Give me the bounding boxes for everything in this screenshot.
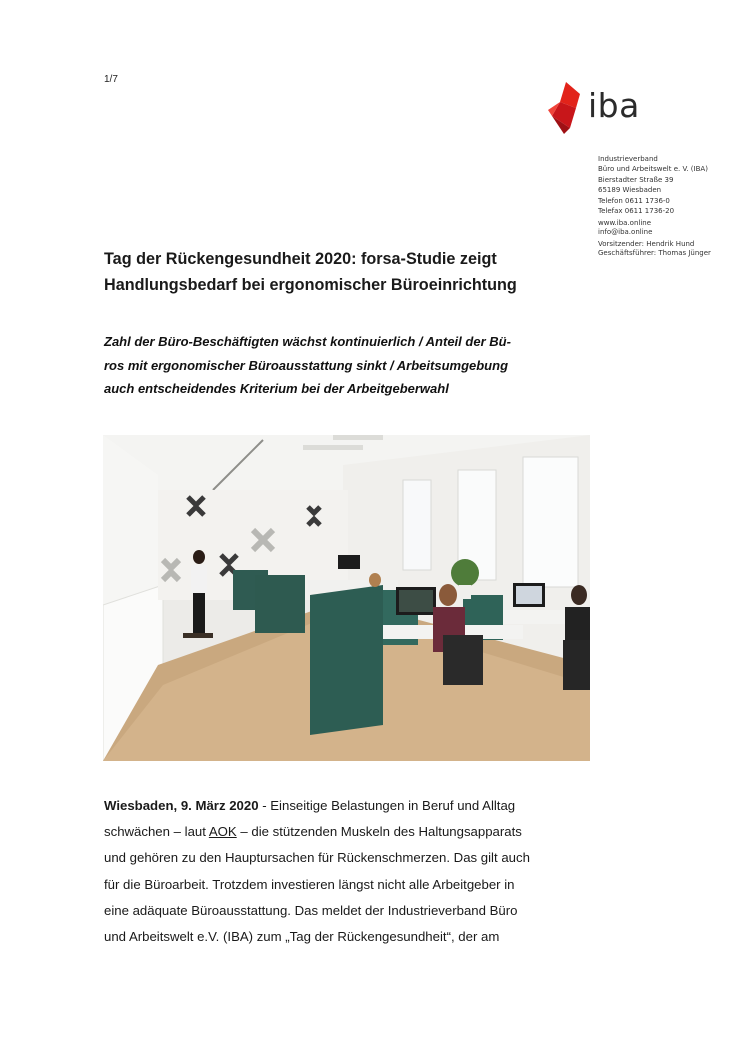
web-contact <box>598 219 738 238</box>
subheadline-line: auch entscheidendes Kriterium bei der Arbeitgeberwahl <box>104 381 449 396</box>
office-photo <box>103 435 590 761</box>
body-line: und gehören zu den Hauptursachen für Rückenschmerzen. Das gilt auch <box>104 850 530 866</box>
body-line <box>104 819 594 845</box>
address-line: Telefon 0611 1736-0 <box>598 197 670 206</box>
page-number: 1/7 <box>104 74 118 85</box>
board-members <box>598 240 738 259</box>
address-line: Vorsitzender: Hendrik Hund <box>598 239 695 248</box>
headline <box>104 246 574 298</box>
body-line <box>104 793 594 819</box>
body-line-text: schwächen – laut <box>104 824 209 840</box>
website-link[interactable]: www.iba.online <box>598 218 652 227</box>
street-address <box>598 176 738 195</box>
subheadline-line: Zahl der Büro-Beschäftigten wächst kontinuierlich / Anteil der Bü- <box>104 334 511 349</box>
body-line: für die Büroarbeit. Trotzdem investieren längst nicht alle Arbeitgeber in <box>104 876 515 892</box>
address-line: Büro und Arbeitswelt e. V. (IBA) <box>598 164 708 173</box>
iba-wordmark: iba <box>588 86 640 125</box>
iba-logo-mark-icon <box>546 80 586 136</box>
body-line: und Arbeitswelt e.V. (IBA) zum „Tag der Rückengesundheit“, der am <box>104 929 500 945</box>
phone-numbers <box>598 197 738 216</box>
subheadline-line: ros mit ergonomischer Büroausstattung sinkt / Arbeitsumgebung <box>104 357 509 373</box>
address-block <box>598 155 738 261</box>
iba-logo[interactable] <box>546 80 656 136</box>
dateline: Wiesbaden, 9. März 2020 <box>104 798 259 813</box>
body-text <box>104 793 594 950</box>
email-link[interactable]: info@iba.online <box>598 228 653 237</box>
address-line: Telefax 0611 1736-20 <box>598 206 675 215</box>
org-name <box>598 155 738 174</box>
aok-link[interactable]: AOK <box>208 824 237 840</box>
body-line-text: - Einseitige Belastungen in Beruf und Alltag <box>258 798 516 813</box>
body-line-text: – die stützenden Muskeln des Haltungsapparats <box>236 824 522 840</box>
address-line: 65189 Wiesbaden <box>598 185 662 194</box>
address-line: Geschäftsführer: Thomas Jünger <box>598 249 711 258</box>
headline-line: Handlungsbedarf bei ergonomischer Büroeinrichtung <box>104 276 517 294</box>
body-line: eine adäquate Büroausstattung. Das meldet der Industrieverband Büro <box>104 902 518 918</box>
subheadline <box>104 330 584 401</box>
address-line: Bierstadter Straße 39 <box>598 176 674 185</box>
headline-line: Tag der Rückengesundheit 2020: forsa-Studie zeigt <box>104 250 497 268</box>
address-line: Industrieverband <box>598 155 658 163</box>
